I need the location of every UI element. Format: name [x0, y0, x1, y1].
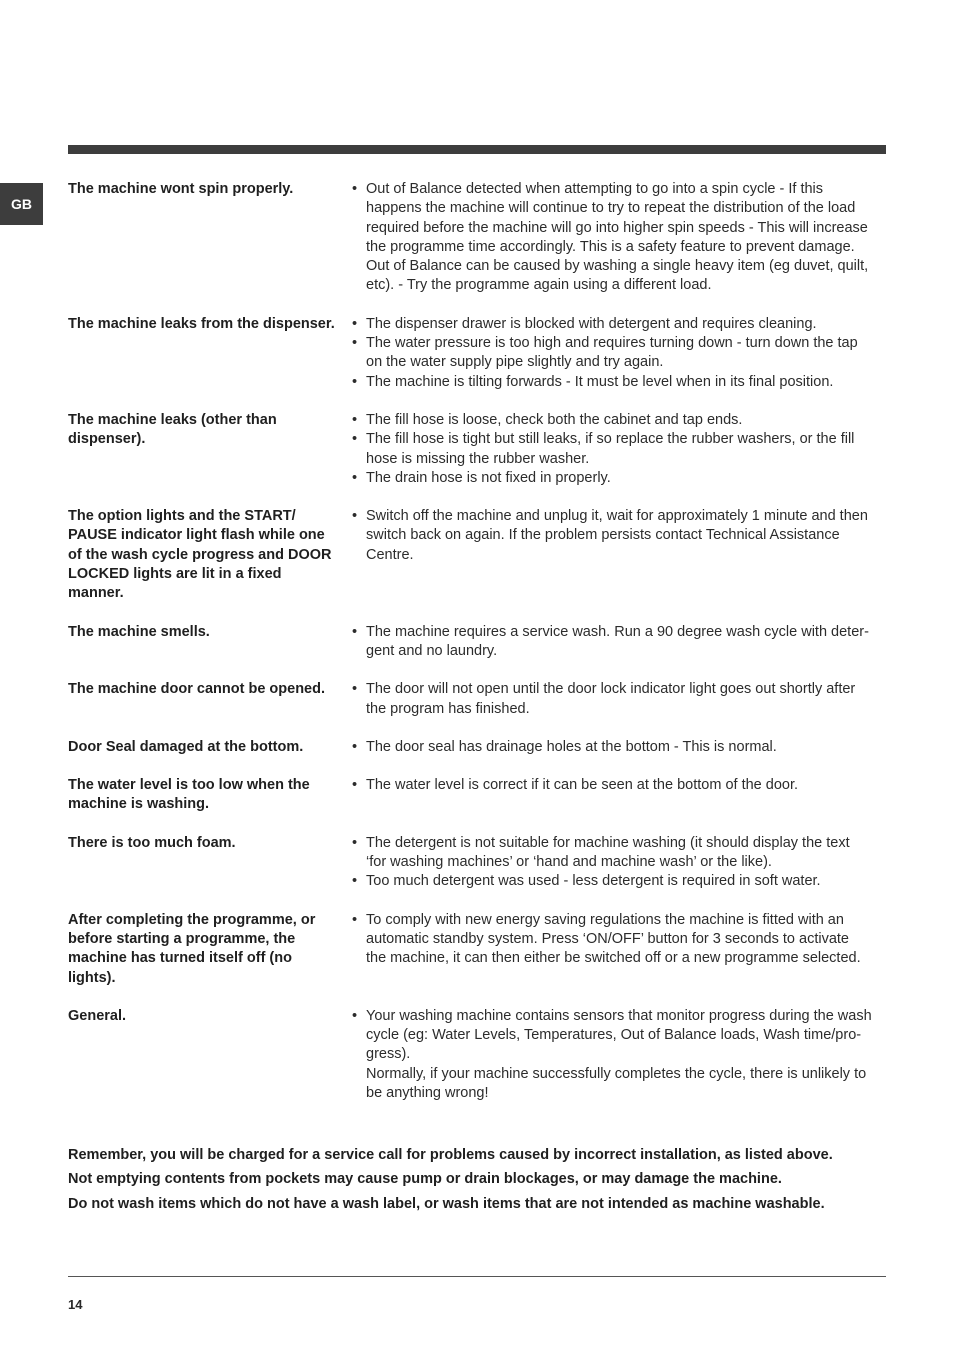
note-text: Remember, you will be charged for a service call for problems caused by incorrect installation, as listed above.: [68, 1147, 833, 1163]
solution-cell: [352, 834, 872, 892]
solution-item: • The machine is tilting forwards - It must be level when in its final position.: [352, 373, 872, 392]
table-row: [68, 315, 886, 392]
header-rule: [68, 145, 886, 154]
solution-item: • Out of Balance detected when attempting to go into a spin cycle - If this happens the machine will continue to try to repeat the distribution of the load required before the machine will go into higher spin speeds - This will increase the programme time accordingly. This is a safety feature to prevent damage. Out of Balance can be caused by washing a single heavy item (eg duvet, quilt, etc). - Try the programme again using a different load.: [352, 180, 872, 296]
solution-cell: [352, 623, 872, 662]
problem-text: The water level is too low when the machine is washing.: [68, 777, 310, 813]
solution-item: • The dispenser drawer is blocked with detergent and requires cleaning.: [352, 315, 872, 334]
solution-item: • Switch off the machine and unplug it, wait for approximately 1 minute and then switch back on again. If the problem persists contact Technical Assistance Centre.: [352, 507, 872, 565]
solution-item: • Your washing machine contains sensors that monitor progress during the wash cycle (eg: Water Levels, Temperatures, Out of Balance loads, Wash time/pro-gress).: [352, 1007, 872, 1065]
language-tab: GB: [0, 183, 43, 225]
solution-item: • Too much detergent was used - less detergent is required in soft water.: [352, 872, 872, 891]
problem-text: After completing the programme, or before starting a programme, the machine has turned itself off (no lights).: [68, 911, 316, 986]
table-row: [68, 834, 886, 892]
problem-text: The machine leaks (other than dispenser).: [68, 411, 277, 448]
table-row: [68, 623, 886, 662]
solution-item: • The water pressure is too high and requires turning down - turn down the tap on the water supply pipe slightly and try again.: [352, 334, 872, 373]
solution-item: • The machine requires a service wash. Run a 90 degree wash cycle with deter-gent and no laundry.: [352, 623, 872, 662]
table-row: [68, 411, 886, 488]
table-row: [68, 680, 886, 719]
solution-item: • The drain hose is not fixed in properly.: [352, 469, 872, 488]
solution-cell: [352, 507, 872, 603]
solution-cell: [352, 738, 872, 757]
problem-text: There is too much foam.: [68, 834, 236, 851]
note-text: Not emptying contents from pockets may cause pump or drain blockages, or may damage the machine.: [68, 1171, 782, 1188]
footer-rule: [68, 1276, 886, 1277]
solution-cell: [352, 680, 872, 719]
table-row: [68, 776, 886, 815]
solution-cell: [352, 911, 872, 988]
table-row: [68, 1007, 886, 1103]
solution-item: • To comply with new energy saving regulations the machine is fitted with an automatic standby system. Press ‘ON/OFF’ button for 3 seconds to activate the machine, it can then either be switched off or a new programme selected.: [352, 911, 872, 969]
table-row: [68, 180, 886, 296]
solution-cell: [352, 180, 872, 296]
solution-cell: [352, 776, 872, 815]
troubleshooting-table: [68, 180, 886, 1103]
table-row: [68, 507, 886, 603]
problem-text: The machine wont spin properly.: [68, 181, 294, 197]
solution-cell: [352, 411, 872, 488]
problem-text: The option lights and the START/ PAUSE indicator light flash while one of the wash cycle progress and DOOR LOCKED lights are lit in a fixed manner.: [68, 508, 332, 602]
solution-cell: [352, 315, 872, 392]
solution-item: • The water level is correct if it can be seen at the bottom of the door.: [352, 776, 872, 795]
page-number: 14: [68, 1297, 83, 1312]
solution-item: • The fill hose is loose, check both the cabinet and tap ends.: [352, 411, 872, 430]
solution-item: • The fill hose is tight but still leaks, if so replace the rubber washers, or the fill hose is missing the rubber washer.: [352, 430, 872, 469]
problem-text: Door Seal damaged at the bottom.: [68, 738, 304, 755]
note-text: Do not wash items which do not have a wash label, or wash items that are not intended as machine washable.: [68, 1195, 825, 1212]
problem-text: The machine leaks from the dispenser.: [68, 315, 335, 332]
problem-text: General.: [68, 1007, 127, 1024]
solution-continuation: Normally, if your machine successfully completes the cycle, there is unlikely to be anything wrong!: [366, 1065, 867, 1101]
solution-cell: [352, 1007, 872, 1103]
warning-notes: [68, 1146, 886, 1219]
table-row: [68, 738, 886, 757]
table-row: [68, 911, 886, 988]
solution-item: • The detergent is not suitable for machine washing (it should display the text ‘for washing machines’ or ‘hand and machine wash’ or the like).: [352, 834, 872, 873]
solution-item: • The door seal has drainage holes at the bottom - This is normal.: [352, 738, 872, 757]
problem-text: The machine door cannot be opened.: [68, 681, 325, 698]
solution-item: • The door will not open until the door lock indicator light goes out shortly after the program has finished.: [352, 680, 872, 719]
problem-text: The machine smells.: [68, 623, 210, 640]
